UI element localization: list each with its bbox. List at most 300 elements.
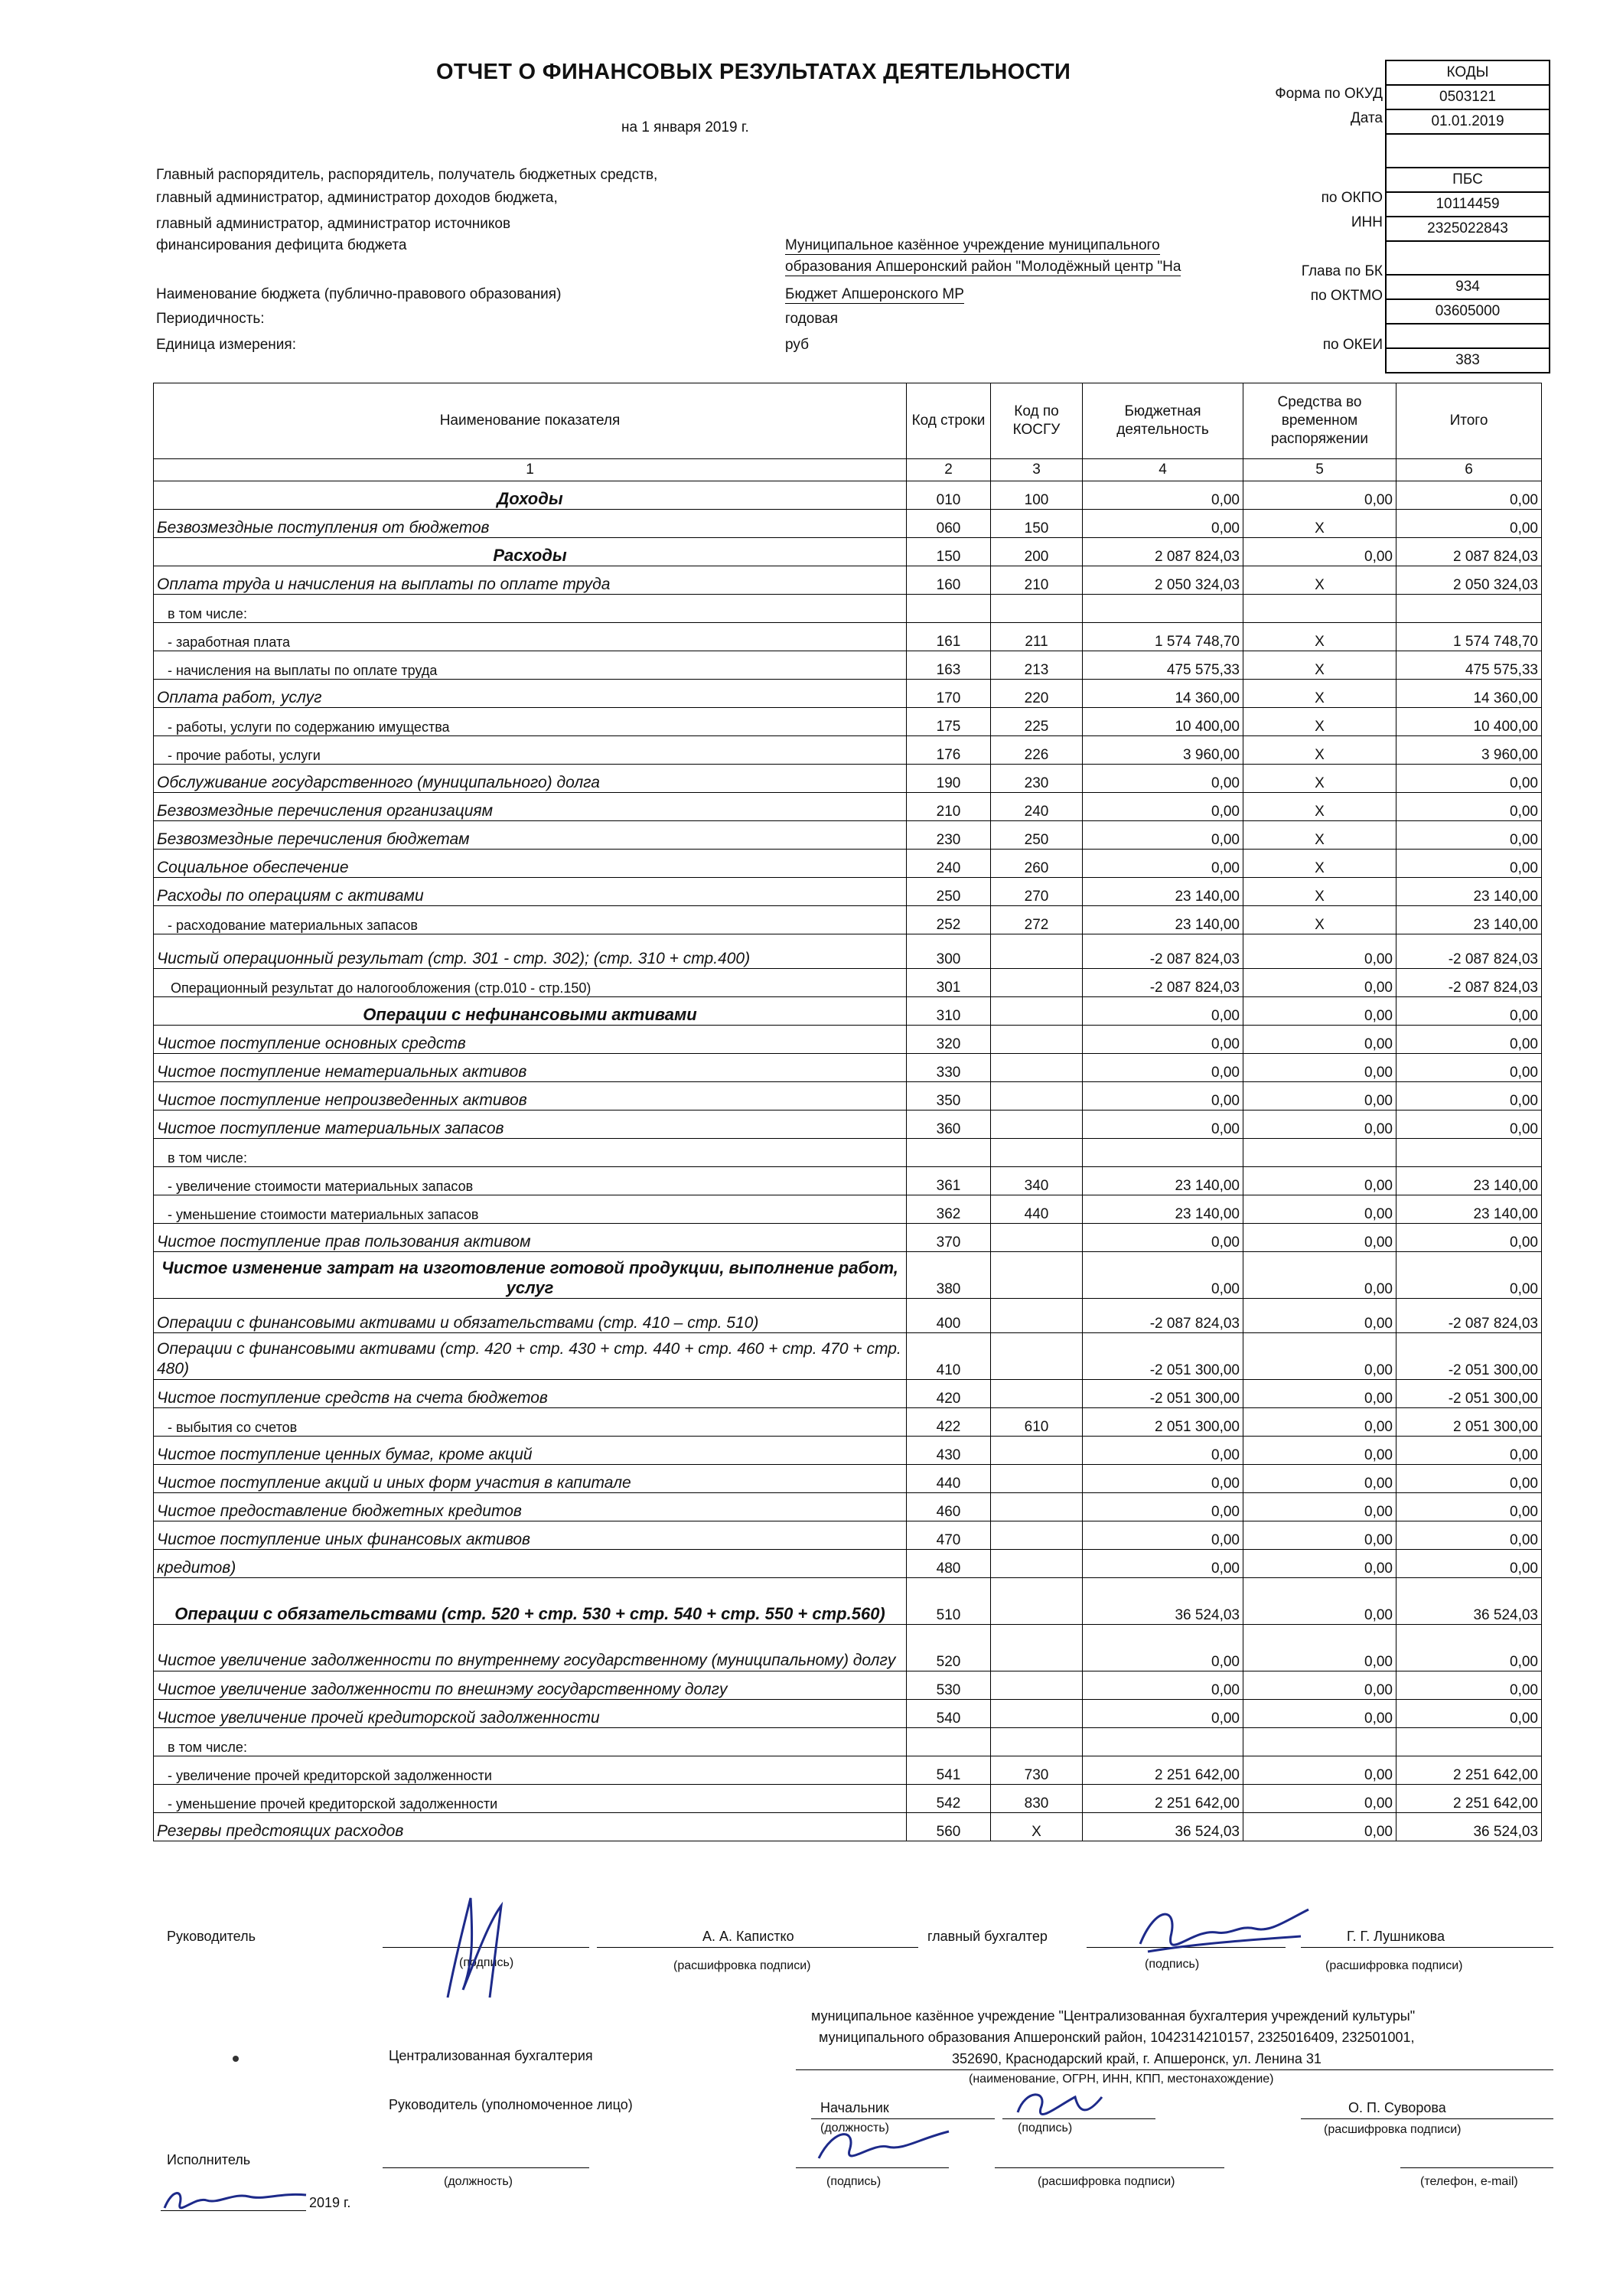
row-temp: 0,00 bbox=[1243, 1437, 1396, 1465]
row-budget: -2 051 300,00 bbox=[1083, 1333, 1243, 1380]
row-budget: 0,00 bbox=[1083, 1082, 1243, 1110]
row-name: Чистое поступление иных финансовых активов bbox=[154, 1521, 907, 1550]
row-total: 14 360,00 bbox=[1396, 680, 1542, 708]
head-auth-signature bbox=[1002, 2082, 1110, 2135]
code-okpo: 10114459 bbox=[1387, 193, 1549, 217]
row-kosgu: 220 bbox=[991, 680, 1083, 708]
row-kosgu: 210 bbox=[991, 566, 1083, 595]
row-total: 0,00 bbox=[1396, 821, 1542, 850]
row-code: 320 bbox=[907, 1026, 991, 1054]
row-kosgu: 730 bbox=[991, 1756, 1083, 1785]
row-code: 060 bbox=[907, 510, 991, 538]
head-name-line bbox=[597, 1947, 918, 1948]
row-kosgu: 260 bbox=[991, 850, 1083, 878]
row-code: 310 bbox=[907, 997, 991, 1026]
central-org-line-3: 352690, Краснодарский край, г. Апшеронск, ул. Ленина 31 bbox=[952, 2051, 1322, 2066]
table-row bbox=[154, 510, 1542, 538]
row-code: 362 bbox=[907, 1195, 991, 1224]
row-name: Резервы предстоящих расходов bbox=[154, 1813, 907, 1841]
row-temp: 0,00 bbox=[1243, 1252, 1396, 1299]
row-budget: 0,00 bbox=[1083, 1110, 1243, 1139]
row-budget bbox=[1083, 595, 1243, 623]
budget-label: Наименование бюджета (публично-правового образования) bbox=[156, 286, 562, 302]
row-temp: 0,00 bbox=[1243, 1521, 1396, 1550]
row-temp: 0,00 bbox=[1243, 1408, 1396, 1437]
row-code: 430 bbox=[907, 1437, 991, 1465]
row-code: 163 bbox=[907, 651, 991, 680]
row-total: 23 140,00 bbox=[1396, 878, 1542, 906]
row-budget: 0,00 bbox=[1083, 510, 1243, 538]
row-code: 330 bbox=[907, 1054, 991, 1082]
row-name: Чистое изменение затрат на изготовление готовой продукции, выполнение работ, услуг bbox=[154, 1252, 907, 1299]
table-row bbox=[154, 651, 1542, 680]
row-budget: 0,00 bbox=[1083, 1026, 1243, 1054]
row-temp: X bbox=[1243, 510, 1396, 538]
row-kosgu bbox=[991, 1671, 1083, 1700]
code-empty-2 bbox=[1387, 242, 1549, 276]
row-temp: 0,00 bbox=[1243, 1550, 1396, 1578]
table-row bbox=[154, 595, 1542, 623]
row-code: 560 bbox=[907, 1813, 991, 1841]
row-temp: 0,00 bbox=[1243, 1756, 1396, 1785]
row-name: Чистое поступление ценных бумаг, кроме акций bbox=[154, 1437, 907, 1465]
row-kosgu: 272 bbox=[991, 906, 1083, 934]
table-row bbox=[154, 708, 1542, 736]
row-budget: 2 050 324,03 bbox=[1083, 566, 1243, 595]
row-code: 160 bbox=[907, 566, 991, 595]
row-total: 2 251 642,00 bbox=[1396, 1785, 1542, 1813]
row-budget: 0,00 bbox=[1083, 997, 1243, 1026]
row-code: 520 bbox=[907, 1625, 991, 1671]
row-name: Чистое поступление прав пользования активом bbox=[154, 1224, 907, 1252]
header-budget: Бюджетная деятельность bbox=[1083, 383, 1243, 459]
table-row bbox=[154, 850, 1542, 878]
unit-label: Единица измерения: bbox=[156, 337, 296, 353]
row-budget: 1 574 748,70 bbox=[1083, 623, 1243, 651]
row-code: 360 bbox=[907, 1110, 991, 1139]
institution-line-2: образования Апшеронский район "Молодёжный центр "На bbox=[785, 259, 1181, 275]
row-total: 2 051 300,00 bbox=[1396, 1408, 1542, 1437]
table-row bbox=[154, 1700, 1542, 1728]
chief-decode-caption: (расшифровка подписи) bbox=[1325, 1959, 1463, 1972]
executor-position-line bbox=[383, 2167, 589, 2168]
report-date: на 1 января 2019 г. bbox=[621, 119, 749, 135]
row-code: 370 bbox=[907, 1224, 991, 1252]
row-code: 250 bbox=[907, 878, 991, 906]
row-budget: -2 087 824,03 bbox=[1083, 1299, 1243, 1333]
row-code: 252 bbox=[907, 906, 991, 934]
table-row bbox=[154, 1054, 1542, 1082]
row-budget: -2 087 824,03 bbox=[1083, 934, 1243, 969]
left-line-1: Главный распорядитель, распорядитель, получатель бюджетных средств, bbox=[156, 167, 658, 183]
row-temp: 0,00 bbox=[1243, 934, 1396, 969]
row-kosgu: 340 bbox=[991, 1167, 1083, 1195]
row-kosgu bbox=[991, 1728, 1083, 1756]
row-name: Операционный результат до налогообложения (стр.010 - стр.150) bbox=[154, 969, 907, 997]
row-total: 0,00 bbox=[1396, 793, 1542, 821]
row-name: Чистое поступление нематериальных активов bbox=[154, 1054, 907, 1082]
row-temp: X bbox=[1243, 765, 1396, 793]
row-kosgu bbox=[991, 1578, 1083, 1625]
row-name: Операции с финансовыми активами (стр. 420 + стр. 430 + стр. 440 + стр. 460 + стр. 470 + стр. 480) bbox=[154, 1333, 907, 1380]
table-row bbox=[154, 1026, 1542, 1054]
code-date: 01.01.2019 bbox=[1387, 110, 1549, 135]
chief-name-line bbox=[1301, 1947, 1553, 1948]
row-code: 542 bbox=[907, 1785, 991, 1813]
table-row bbox=[154, 481, 1542, 510]
row-code: 460 bbox=[907, 1493, 991, 1521]
col-number: 3 bbox=[991, 459, 1083, 481]
central-org-caption: (наименование, ОГРН, ИНН, КПП, местонахождение) bbox=[969, 2073, 1274, 2086]
row-temp: 0,00 bbox=[1243, 1224, 1396, 1252]
row-budget: 10 400,00 bbox=[1083, 708, 1243, 736]
label-okei: по ОКЕИ bbox=[1322, 337, 1383, 353]
header-code-line: Код строки bbox=[907, 383, 991, 459]
row-name: - заработная плата bbox=[154, 623, 907, 651]
row-kosgu: 440 bbox=[991, 1195, 1083, 1224]
row-budget: 0,00 bbox=[1083, 1224, 1243, 1252]
label-okud: Форма по ОКУД bbox=[1275, 86, 1383, 102]
table-row bbox=[154, 538, 1542, 566]
table-row bbox=[154, 1728, 1542, 1756]
row-total: 0,00 bbox=[1396, 1700, 1542, 1728]
row-temp: X bbox=[1243, 736, 1396, 765]
central-accounting-label: Централизованная бухгалтерия bbox=[389, 2048, 593, 2063]
label-okpo: по ОКПО bbox=[1321, 190, 1383, 206]
row-temp: 0,00 bbox=[1243, 1054, 1396, 1082]
row-budget: 475 575,33 bbox=[1083, 651, 1243, 680]
row-kosgu bbox=[991, 1082, 1083, 1110]
row-code: 380 bbox=[907, 1252, 991, 1299]
row-code: 175 bbox=[907, 708, 991, 736]
table-row bbox=[154, 878, 1542, 906]
executor-label: Исполнитель bbox=[167, 2152, 251, 2167]
row-budget: 0,00 bbox=[1083, 765, 1243, 793]
row-budget bbox=[1083, 1139, 1243, 1167]
chief-signature-caption: (подпись) bbox=[1145, 1958, 1200, 1971]
row-temp: 0,00 bbox=[1243, 1578, 1396, 1625]
row-temp: 0,00 bbox=[1243, 1082, 1396, 1110]
header-name: Наименование показателя bbox=[154, 383, 907, 459]
head-auth-name-line bbox=[1301, 2118, 1553, 2119]
row-kosgu: 100 bbox=[991, 481, 1083, 510]
left-line-4: финансирования дефицита бюджета bbox=[156, 237, 407, 253]
row-name: Чистое поступление средств на счета бюджетов bbox=[154, 1380, 907, 1408]
codes-box bbox=[1385, 60, 1550, 373]
code-pbs: ПБС bbox=[1387, 168, 1549, 193]
row-temp: 0,00 bbox=[1243, 1700, 1396, 1728]
row-name: - расходование материальных запасов bbox=[154, 906, 907, 934]
code-empty-3 bbox=[1387, 325, 1549, 349]
row-kosgu: X bbox=[991, 1813, 1083, 1841]
row-temp: X bbox=[1243, 566, 1396, 595]
row-temp: 0,00 bbox=[1243, 1110, 1396, 1139]
row-total: 0,00 bbox=[1396, 1671, 1542, 1700]
head-authorized-position: Начальник bbox=[820, 2100, 889, 2115]
row-budget: 0,00 bbox=[1083, 1252, 1243, 1299]
table-row bbox=[154, 934, 1542, 969]
header-total: Итого bbox=[1396, 383, 1542, 459]
row-kosgu bbox=[991, 595, 1083, 623]
row-total: 3 960,00 bbox=[1396, 736, 1542, 765]
row-kosgu bbox=[991, 1493, 1083, 1521]
row-code: 400 bbox=[907, 1299, 991, 1333]
head-authorized-name: О. П. Суворова bbox=[1348, 2100, 1446, 2115]
row-total: 0,00 bbox=[1396, 1437, 1542, 1465]
row-temp: 0,00 bbox=[1243, 481, 1396, 510]
table-row bbox=[154, 765, 1542, 793]
row-name: Безвозмездные перечисления бюджетам bbox=[154, 821, 907, 850]
row-kosgu bbox=[991, 1700, 1083, 1728]
row-kosgu: 225 bbox=[991, 708, 1083, 736]
row-name: Чистое поступление материальных запасов bbox=[154, 1110, 907, 1139]
table-row bbox=[154, 1195, 1542, 1224]
row-budget: 0,00 bbox=[1083, 1671, 1243, 1700]
row-total: -2 087 824,03 bbox=[1396, 1299, 1542, 1333]
row-temp: 0,00 bbox=[1243, 1465, 1396, 1493]
row-kosgu bbox=[991, 1139, 1083, 1167]
row-name: Операции с обязательствами (стр. 520 + стр. 530 + стр. 540 + стр. 550 + стр.560) bbox=[154, 1578, 907, 1625]
row-total: 0,00 bbox=[1396, 997, 1542, 1026]
row-code: 510 bbox=[907, 1578, 991, 1625]
row-temp: X bbox=[1243, 680, 1396, 708]
row-kosgu bbox=[991, 1550, 1083, 1578]
row-kosgu: 211 bbox=[991, 623, 1083, 651]
row-temp: 0,00 bbox=[1243, 1493, 1396, 1521]
chief-accountant-label: главный бухгалтер bbox=[927, 1929, 1048, 1944]
row-kosgu bbox=[991, 1625, 1083, 1671]
table-row bbox=[154, 736, 1542, 765]
left-line-3: главный администратор, администратор источников bbox=[156, 216, 511, 232]
row-total: 2 087 824,03 bbox=[1396, 538, 1542, 566]
central-org-line-2: муниципального образования Апшеронский район, 1042314210157, 2325016409, 232501001, bbox=[819, 2030, 1415, 2045]
row-temp: X bbox=[1243, 906, 1396, 934]
row-name: Чистое увеличение задолженности по внутреннему государственному (муниципальному) долгу bbox=[154, 1625, 907, 1671]
executor-signature-caption: (подпись) bbox=[826, 2175, 882, 2188]
row-kosgu: 610 bbox=[991, 1408, 1083, 1437]
row-total: 0,00 bbox=[1396, 765, 1542, 793]
row-budget: 0,00 bbox=[1083, 1521, 1243, 1550]
report-title: ОТЧЕТ О ФИНАНСОВЫХ РЕЗУЛЬТАТАХ ДЕЯТЕЛЬНОСТИ bbox=[436, 60, 1071, 84]
col-number: 6 bbox=[1396, 459, 1542, 481]
row-temp: 0,00 bbox=[1243, 1333, 1396, 1380]
row-temp: 0,00 bbox=[1243, 538, 1396, 566]
row-name: Чистый операционный результат (стр. 301 - стр. 302); (стр. 310 + стр.400) bbox=[154, 934, 907, 969]
col-number: 4 bbox=[1083, 459, 1243, 481]
row-code: 176 bbox=[907, 736, 991, 765]
table-row bbox=[154, 969, 1542, 997]
row-kosgu bbox=[991, 1333, 1083, 1380]
row-budget: 0,00 bbox=[1083, 793, 1243, 821]
row-budget: 0,00 bbox=[1083, 1493, 1243, 1521]
row-kosgu: 830 bbox=[991, 1785, 1083, 1813]
row-total bbox=[1396, 1728, 1542, 1756]
row-total: 0,00 bbox=[1396, 1625, 1542, 1671]
row-name: Обслуживание государственного (муниципального) долга bbox=[154, 765, 907, 793]
row-name: Доходы bbox=[154, 481, 907, 510]
label-date: Дата bbox=[1350, 110, 1383, 126]
row-kosgu: 226 bbox=[991, 736, 1083, 765]
table-row bbox=[154, 1813, 1542, 1841]
label-glava: Глава по БК bbox=[1301, 263, 1383, 279]
row-name: - работы, услуги по содержанию имущества bbox=[154, 708, 907, 736]
row-budget: -2 087 824,03 bbox=[1083, 969, 1243, 997]
row-name: в том числе: bbox=[154, 595, 907, 623]
table-row bbox=[154, 1785, 1542, 1813]
row-code: 420 bbox=[907, 1380, 991, 1408]
row-code: 422 bbox=[907, 1408, 991, 1437]
row-temp: 0,00 bbox=[1243, 1671, 1396, 1700]
table-row bbox=[154, 1110, 1542, 1139]
dot-mark bbox=[233, 2056, 239, 2062]
row-temp: 0,00 bbox=[1243, 1380, 1396, 1408]
row-code bbox=[907, 1139, 991, 1167]
row-temp: 0,00 bbox=[1243, 969, 1396, 997]
table-row bbox=[154, 1756, 1542, 1785]
row-total: 0,00 bbox=[1396, 850, 1542, 878]
header-kosgu: Код по КОСГУ bbox=[991, 383, 1083, 459]
row-budget: 0,00 bbox=[1083, 1550, 1243, 1578]
row-total: 475 575,33 bbox=[1396, 651, 1542, 680]
table-row bbox=[154, 623, 1542, 651]
row-kosgu bbox=[991, 1026, 1083, 1054]
row-total: -2 087 824,03 bbox=[1396, 969, 1542, 997]
row-name: - уменьшение стоимости материальных запасов bbox=[154, 1195, 907, 1224]
row-temp: 0,00 bbox=[1243, 1167, 1396, 1195]
row-budget: 14 360,00 bbox=[1083, 680, 1243, 708]
row-name: Оплата работ, услуг bbox=[154, 680, 907, 708]
row-code: 161 bbox=[907, 623, 991, 651]
table-row bbox=[154, 1493, 1542, 1521]
row-budget: 0,00 bbox=[1083, 1465, 1243, 1493]
period-value: годовая bbox=[785, 311, 839, 327]
row-temp: 0,00 bbox=[1243, 1195, 1396, 1224]
row-name: - увеличение стоимости материальных запасов bbox=[154, 1167, 907, 1195]
row-budget: 23 140,00 bbox=[1083, 906, 1243, 934]
code-empty bbox=[1387, 135, 1549, 168]
row-budget: 0,00 bbox=[1083, 481, 1243, 510]
head-name: А. А. Капистко bbox=[702, 1929, 794, 1944]
row-total bbox=[1396, 1139, 1542, 1167]
row-total: 10 400,00 bbox=[1396, 708, 1542, 736]
head-auth-signature-caption: (подпись) bbox=[1018, 2122, 1073, 2135]
row-total: 36 524,03 bbox=[1396, 1813, 1542, 1841]
row-kosgu bbox=[991, 997, 1083, 1026]
row-total: 0,00 bbox=[1396, 510, 1542, 538]
row-total: 0,00 bbox=[1396, 1550, 1542, 1578]
row-budget: 0,00 bbox=[1083, 821, 1243, 850]
row-kosgu bbox=[991, 1224, 1083, 1252]
row-budget: 0,00 bbox=[1083, 850, 1243, 878]
chief-accountant-name: Г. Г. Лушникова bbox=[1347, 1929, 1445, 1944]
row-temp: 0,00 bbox=[1243, 1625, 1396, 1671]
row-total: 23 140,00 bbox=[1396, 906, 1542, 934]
row-kosgu: 250 bbox=[991, 821, 1083, 850]
row-temp bbox=[1243, 595, 1396, 623]
row-name: Расходы по операциям с активами bbox=[154, 878, 907, 906]
code-oktmo: 03605000 bbox=[1387, 300, 1549, 325]
row-budget: 0,00 bbox=[1083, 1054, 1243, 1082]
row-kosgu bbox=[991, 969, 1083, 997]
row-code: 300 bbox=[907, 934, 991, 969]
executor-phone-line bbox=[1400, 2167, 1553, 2168]
row-total: 1 574 748,70 bbox=[1396, 623, 1542, 651]
table-row bbox=[154, 1437, 1542, 1465]
table-row bbox=[154, 1139, 1542, 1167]
code-inn: 2325022843 bbox=[1387, 217, 1549, 242]
col-number: 2 bbox=[907, 459, 991, 481]
table-row bbox=[154, 1167, 1542, 1195]
row-name: Чистое предоставление бюджетных кредитов bbox=[154, 1493, 907, 1521]
row-total: 0,00 bbox=[1396, 1026, 1542, 1054]
row-name: Чистое поступление акций и иных форм участия в капитале bbox=[154, 1465, 907, 1493]
table-row bbox=[154, 1252, 1542, 1299]
row-name: - начисления на выплаты по оплате труда bbox=[154, 651, 907, 680]
row-kosgu bbox=[991, 934, 1083, 969]
row-code: 480 bbox=[907, 1550, 991, 1578]
row-kosgu bbox=[991, 1437, 1083, 1465]
table-row bbox=[154, 997, 1542, 1026]
row-code: 530 bbox=[907, 1671, 991, 1700]
row-temp: X bbox=[1243, 623, 1396, 651]
row-total: 0,00 bbox=[1396, 1110, 1542, 1139]
table-row bbox=[154, 1333, 1542, 1380]
row-budget: 23 140,00 bbox=[1083, 878, 1243, 906]
row-temp: X bbox=[1243, 821, 1396, 850]
row-budget: 2 087 824,03 bbox=[1083, 538, 1243, 566]
row-code: 190 bbox=[907, 765, 991, 793]
row-budget: 0,00 bbox=[1083, 1625, 1243, 1671]
row-total bbox=[1396, 595, 1542, 623]
row-code: 170 bbox=[907, 680, 991, 708]
row-kosgu bbox=[991, 1380, 1083, 1408]
institution-line-1: Муниципальное казённое учреждение муниципального bbox=[785, 237, 1160, 253]
code-okud: 0503121 bbox=[1387, 86, 1549, 110]
table-row bbox=[154, 1671, 1542, 1700]
row-budget: 3 960,00 bbox=[1083, 736, 1243, 765]
table-row bbox=[154, 1408, 1542, 1437]
row-temp: X bbox=[1243, 793, 1396, 821]
table-row bbox=[154, 566, 1542, 595]
row-code bbox=[907, 595, 991, 623]
left-line-2: главный администратор, администратор доходов бюджета, bbox=[156, 190, 558, 206]
row-budget: 36 524,03 bbox=[1083, 1578, 1243, 1625]
row-name: - прочие работы, услуги bbox=[154, 736, 907, 765]
row-code bbox=[907, 1728, 991, 1756]
row-code: 440 bbox=[907, 1465, 991, 1493]
row-temp bbox=[1243, 1139, 1396, 1167]
row-code: 540 bbox=[907, 1700, 991, 1728]
row-name: Чистое поступление основных средств bbox=[154, 1026, 907, 1054]
row-temp: 0,00 bbox=[1243, 1813, 1396, 1841]
row-name: Чистое увеличение прочей кредиторской задолженности bbox=[154, 1700, 907, 1728]
table-row bbox=[154, 1578, 1542, 1625]
row-code: 350 bbox=[907, 1082, 991, 1110]
row-total: -2 051 300,00 bbox=[1396, 1380, 1542, 1408]
head-auth-decode-caption: (расшифровка подписи) bbox=[1324, 2123, 1462, 2136]
table-row bbox=[154, 1465, 1542, 1493]
table-row bbox=[154, 821, 1542, 850]
date-line bbox=[161, 2210, 306, 2211]
row-kosgu: 270 bbox=[991, 878, 1083, 906]
position-line bbox=[811, 2118, 995, 2119]
head-authorized-label: Руководитель (уполномоченное лицо) bbox=[389, 2097, 633, 2112]
row-temp: 0,00 bbox=[1243, 1299, 1396, 1333]
codes-title: КОДЫ bbox=[1387, 61, 1549, 86]
row-code: 470 bbox=[907, 1521, 991, 1550]
executor-phone-caption: (телефон, e-mail) bbox=[1420, 2175, 1518, 2188]
row-name: Операции с нефинансовыми активами bbox=[154, 997, 907, 1026]
